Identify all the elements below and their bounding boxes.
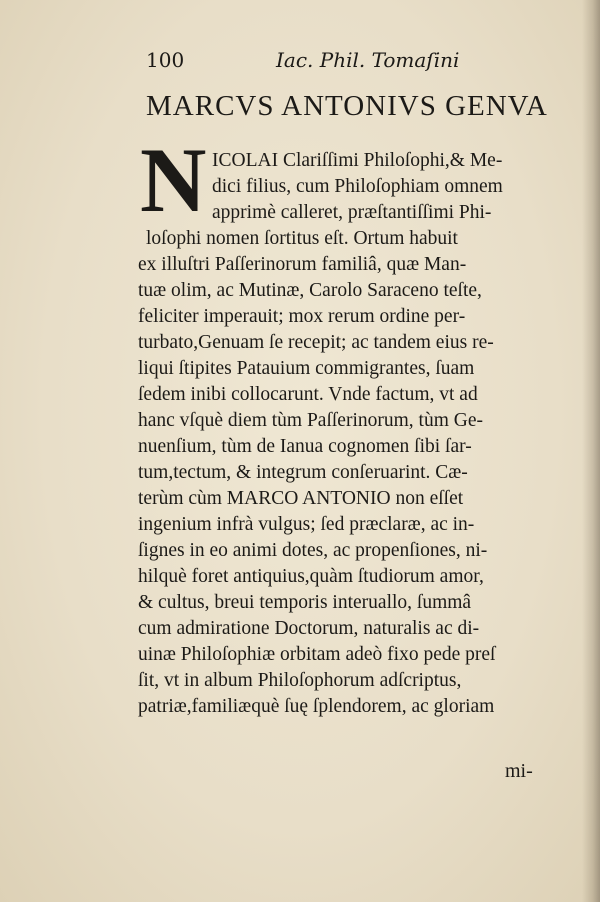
text-line: turbato,Genuam ſe recepit; ac tandem eius re- [138, 332, 494, 353]
text-line: nuenſium, tùm de Ianua cognomen ſibi ſar- [138, 436, 472, 457]
text-line: hanc vſquè diem tùm Paſſerinorum, tùm Ge- [138, 410, 483, 431]
text-line: hilquè foret antiquius,quàm ſtudiorum amor, [138, 566, 484, 587]
text-line: ſit, vt in album Philoſophorum adſcriptus, [138, 670, 462, 691]
text-line: ſignes in eo animi dotes, ac propenſiones, ni- [138, 540, 488, 561]
text-line: cum admiratione Doctorum, naturalis ac di- [138, 618, 480, 639]
page-gutter-shadow [582, 0, 600, 902]
text-line: patriæ,familiæquè ſuę ſplendorem, ac gloriam [138, 696, 495, 717]
text-line: terùm cùm MARCO ANTONIO non eſſet [138, 488, 464, 509]
chapter-title: MARCVS ANTONIVS GENVA [146, 90, 548, 122]
text-line: ingenium infrà vulgus; ſed præclaræ, ac in- [138, 514, 475, 535]
text-line: ſedem inibi collocarunt. Vnde factum, vt ad [138, 384, 478, 405]
text-line: apprimè calleret, præſtantiſſimi Phi- [212, 202, 492, 223]
text-line: tuæ olim, ac Mutinæ, Carolo Saraceno teſte, [138, 280, 482, 301]
text-line: & cultus, breui temporis interuallo, ſummâ [138, 592, 472, 613]
running-head: Iac. Phil. Tomaſini [276, 48, 460, 72]
drop-cap-initial: N [140, 129, 207, 231]
page-header [146, 48, 586, 76]
text-line: dici filius, cum Philoſophiam omnem [212, 176, 503, 197]
text-line: ex illuſtri Paſſerinorum familiâ, quæ Man- [138, 254, 467, 275]
text-line: tum,tectum, & integrum conſeruarint. Cæ- [138, 462, 468, 483]
page-number: 100 [146, 48, 185, 72]
text-line: loſophi nomen ſortitus eſt. Ortum habuit [146, 228, 458, 249]
text-line: feliciter imperauit; mox rerum ordine per- [138, 306, 466, 327]
text-line: ICOLAI Clariſſimi Philoſophi,& Me- [212, 150, 503, 171]
catchword: mi- [505, 760, 533, 782]
text-line: uinæ Philoſophiæ orbitam adeò fixo pede preſ [138, 644, 496, 665]
text-line: liqui ſtipites Patauium commigrantes, ſuam [138, 358, 475, 379]
